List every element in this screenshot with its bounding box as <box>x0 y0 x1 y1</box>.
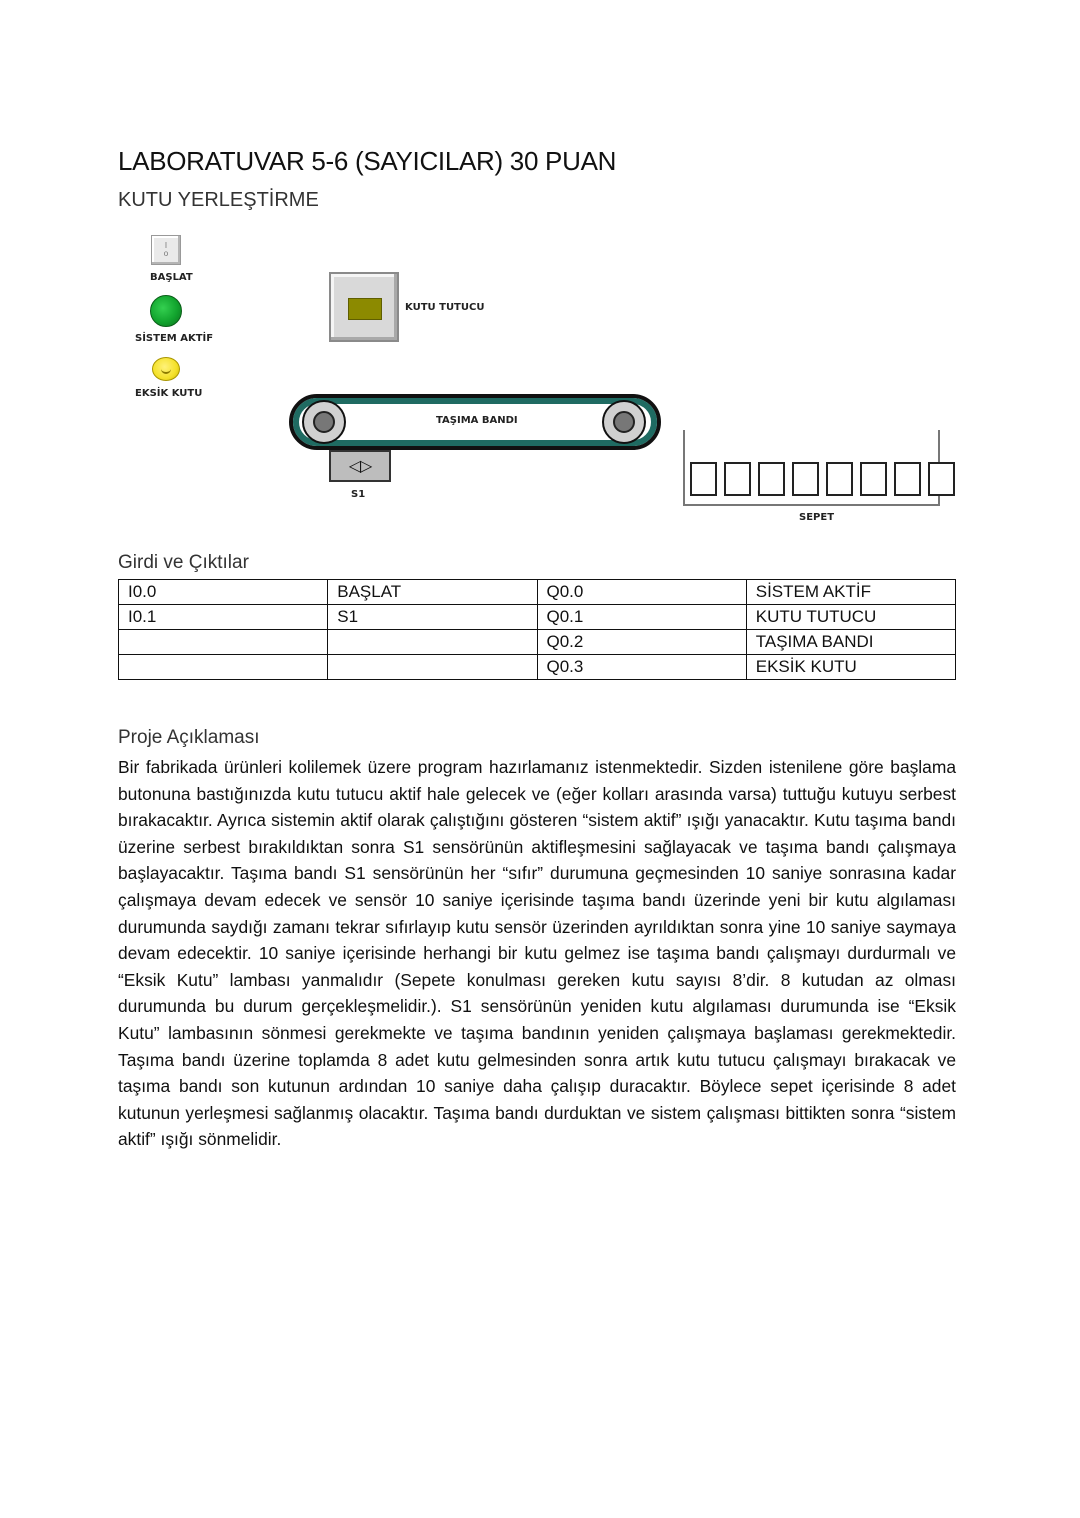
basket-slot <box>860 462 887 496</box>
switch-on-symbol: I <box>164 241 168 250</box>
page-subtitle: KUTU YERLEŞTİRME <box>118 189 319 211</box>
missing-box-lamp-icon <box>152 357 180 381</box>
table-cell <box>119 655 328 680</box>
basket-slot <box>758 462 785 496</box>
table-cell: Q0.3 <box>537 655 746 680</box>
basket-icon <box>683 430 940 506</box>
description-title: Proje Açıklaması <box>118 727 260 748</box>
basket-slot <box>826 462 853 496</box>
table-cell: Q0.1 <box>537 605 746 630</box>
table-cell <box>119 630 328 655</box>
table-cell: Q0.2 <box>537 630 746 655</box>
conveyor-right-roller-icon <box>603 401 645 443</box>
start-switch-icon <box>151 235 181 265</box>
basket-slot <box>792 462 819 496</box>
table-cell: SİSTEM AKTİF <box>746 580 955 605</box>
table-cell: BAŞLAT <box>328 580 537 605</box>
basket-slot <box>724 462 751 496</box>
table-cell: I0.1 <box>119 605 328 630</box>
basket-label: SEPET <box>799 512 835 523</box>
table-cell: EKSİK KUTU <box>746 655 955 680</box>
basket-slots <box>690 462 955 496</box>
box-holder-label: KUTU TUTUCU <box>405 302 485 313</box>
missing-box-label: EKSİK KUTU <box>135 388 203 399</box>
conveyor-left-roller-icon <box>303 401 345 443</box>
s1-sensor-label: S1 <box>351 489 366 500</box>
table-cell: S1 <box>328 605 537 630</box>
start-switch-label: BAŞLAT <box>150 272 193 283</box>
table-cell <box>328 630 537 655</box>
system-active-label: SİSTEM AKTİF <box>135 333 214 344</box>
table-row <box>119 605 956 630</box>
table-cell <box>328 655 537 680</box>
conveyor-label: TAŞIMA BANDI <box>436 415 518 426</box>
description-paragraph: Bir fabrikada ürünleri kolilemek üzere program hazırlamanız istenmektedir. Sizden istenilene göre başlama butonuna bastığınızda kutu tutucu aktif hale gelecek ve (eğer kolları arasında varsa) tuttuğu kutuyu serbest bırakacaktır. Ayrıca sistemin aktif olarak çalıştığını gösteren “sistem aktif” ışığı yanacaktır. Kutu taşıma bandı üzerine serbest bırakıldıktan sonra S1 sensörünün aktifleşmesini sağlayacak ve taşıma bandı çalışmaya başlayacaktır. Taşıma bandı S1 sensörünün her “sıfır” durumuna geçmesinden 10 saniye sonrasına kadar çalışmaya devam edecek ve sensör 10 saniye içerisinde taşıma bandı üzerinde yeni bir kutu algılaması durumunda saydığı zamanı tekrar sıfırlayıp kutu sensör üzerinden ayrıldıktan sonra yine 10 saniye saymaya devam edecektir. 10 saniye içerisinde herhangi bir kutu gelmez ise taşıma bandı çalışmayı durdurmalı ve “Eksik Kutu” lambası yanmalıdır (Sepete konulması gereken kutu sayısı 8’dir. 8 kutudan az olması durumunda bu durum gerçekleşmelidir.). S1 sensörünün yeniden kutu algılaması durumunda ise “Eksik Kutu” lambasının sönmesi gerekmekte ve taşıma bandının yeniden çalışmaya başlaması gerekmektedir. Taşıma bandı üzerine toplamda 8 adet kutu gelmesinden sonra artık kutu tutucu çalışmayı bırakacak ve taşıma bandı son kutunun ardından 10 saniye daha çalışıp duracaktır. Böylece sepet içerisinde 8 adet kutunun yerleşmesi sağlanmış olacaktır. Taşıma bandı durduktan ve sistem çalışması bittikten sonra “sistem aktif” ışığı sönmelidir. <box>118 757 956 1150</box>
table-row <box>119 580 956 605</box>
s1-sensor-icon: ◁▷ <box>329 450 391 482</box>
page-title: LABORATUVAR 5-6 (SAYICILAR) 30 PUAN <box>118 146 617 176</box>
table-cell: KUTU TUTUCU <box>746 605 955 630</box>
table-row <box>119 630 956 655</box>
table-cell: TAŞIMA BANDI <box>746 630 955 655</box>
table-cell: Q0.0 <box>537 580 746 605</box>
held-box-icon <box>348 298 382 320</box>
system-active-lamp-icon <box>150 295 182 327</box>
io-section-title: Girdi ve Çıktılar <box>118 552 249 573</box>
basket-slot <box>690 462 717 496</box>
io-table <box>118 579 956 680</box>
basket-slot <box>928 462 955 496</box>
table-cell: I0.0 <box>119 580 328 605</box>
process-diagram <box>118 225 958 535</box>
table-row <box>119 655 956 680</box>
basket-slot <box>894 462 921 496</box>
switch-off-symbol: o <box>163 249 169 258</box>
box-holder-icon <box>329 272 399 342</box>
